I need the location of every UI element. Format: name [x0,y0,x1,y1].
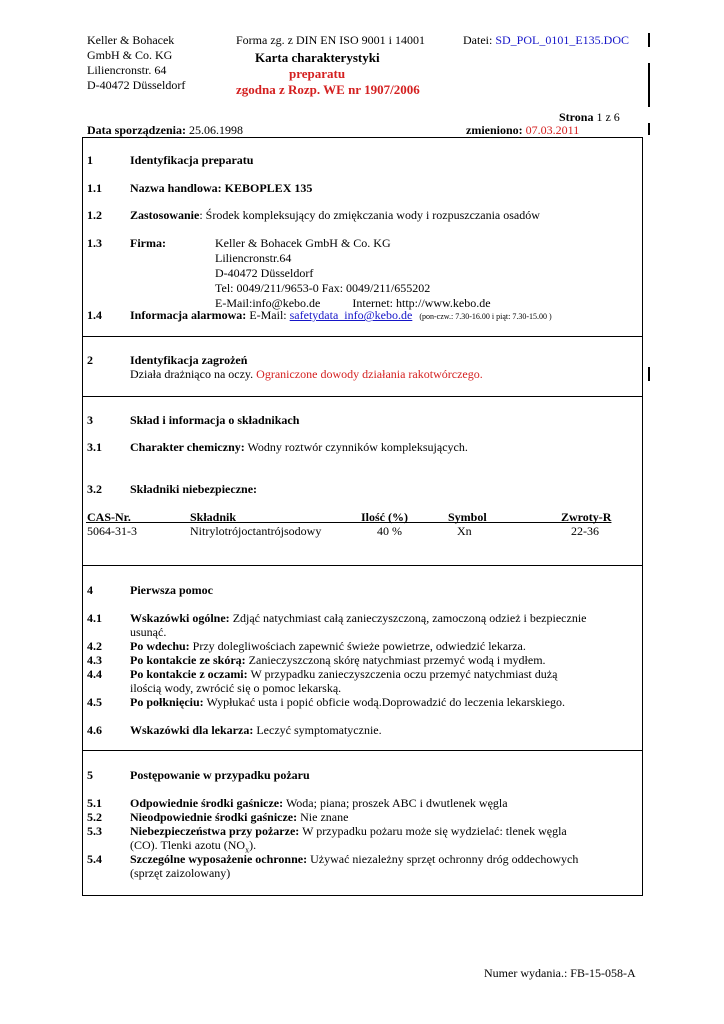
item-number: 3.1 [87,440,102,454]
item-number: 4.3 [87,653,102,667]
item-number: 5.1 [87,796,102,810]
section-title: Identyfikacja zagrożeń [130,353,248,367]
first-aid-general [130,611,586,626]
table-cell: 5064-31-3 [87,524,137,538]
first-aid-text: W przypadku zanieczyszczenia oczu przemyć natychmiast dużą [250,667,558,681]
hazard-carcinogenic: Ograniczone dowody działania rakotwórczego. [256,367,483,381]
table-cell: 22-36 [571,524,599,538]
changed-date [466,123,579,138]
fire-text-part: (CO). Tlenki azotu (NO [130,838,246,852]
first-aid-text: Leczyć symptomatycznie. [256,723,382,737]
first-aid-label: Po kontakcie ze skórą: [130,653,246,667]
section-number: 2 [87,353,93,367]
item-number: 1.4 [87,308,102,322]
issue-number: Numer wydania.: FB-15-058-A [484,966,636,980]
first-aid-label: Wskazówki ogólne: [130,611,230,625]
item-number: 4.2 [87,639,102,653]
trade-name: Nazwa handlowa: KEBOPLEX 135 [130,181,313,195]
protective-equipment [130,852,578,867]
section-divider [82,750,642,751]
item-number: 4.4 [87,667,102,681]
document-title: Karta charakterystyki [255,50,380,65]
chemical-character [130,440,468,455]
company-line: D-40472 Düsseldorf [87,78,186,92]
hazard-text [130,367,483,382]
item-number: 1.2 [87,208,102,222]
file-name: SD_POL_0101_E135.DOC [495,33,630,47]
emergency-email-link[interactable]: safetydata_info@kebo.de [289,308,413,322]
item-number: 1.3 [87,236,102,250]
usage-label: Zastosowanie [130,208,200,222]
form-line: Forma zg. z DIN EN ISO 9001 i 14001 [236,33,425,47]
company-line: GmbH & Co. KG [87,48,173,62]
changed-label: zmieniono: [466,123,523,137]
document-subtitle: preparatu [289,66,346,81]
first-aid-label: Wskazówki dla lekarza: [130,723,254,737]
first-aid-label: Po kontakcie z oczami: [130,667,248,681]
fire-label: Odpowiednie środki gaśnicze: [130,796,284,810]
section-title: Postępowanie w przypadku pożaru [130,768,310,782]
item-number: 5.4 [87,852,102,866]
usage [130,208,540,223]
first-aid-text: Zanieczyszczoną skórę natychmiast przemyć wodą i mydłem. [248,653,546,667]
revision-bar [648,33,650,47]
company-address [87,33,185,93]
fire-text: (sprzęt zaizolowany) [130,866,231,880]
item-number: 5.2 [87,810,102,824]
table-cell: Xn [457,524,472,538]
first-aid-eyes [130,667,557,682]
doctor-advice [130,723,382,738]
section-number: 5 [87,768,93,782]
firm-line: Liliencronstr.64 [215,251,292,265]
table-header-rule [86,522,611,523]
firm-line: Tel: 0049/211/9653-0 Fax: 0049/211/655202 [215,281,431,295]
page-label: Strona [559,110,594,124]
fire-text: Woda; piana; proszek ABC i dwutlenek węgla [285,796,508,810]
table-header: CAS-Nr. [87,510,131,524]
hazardous-components-label: Składniki niebezpieczne: [130,482,258,496]
firm-email: E-Mail:info@kebo.de [215,296,321,310]
usage-value: : Środek kompleksujący do zmiękczania wody i rozpuszczania osadów [199,208,540,222]
first-aid-text: Przy dolegliwościach zapewnić świeże powietrze, odwiedzić lekarza. [192,639,526,653]
first-aid-text: ilością wody, zwrócić się o pomoc lekarską. [130,681,342,695]
fire-label: Niebezpieczeństwa przy pożarze: [130,824,300,838]
table-header: Zwroty-R [561,510,612,524]
section-title: Identyfikacja preparatu [130,153,254,167]
creation-date [87,123,243,138]
firm-line: Keller & Bohacek GmbH & Co. KG [215,236,391,250]
table-header: Składnik [190,510,237,524]
revision-bar [648,123,650,135]
table-cell: 40 % [377,524,402,538]
date-label: Data sporządzenia: [87,123,186,137]
section-title: Skład i informacja o składnikach [130,413,300,427]
section-divider [82,336,642,337]
changed-value: 07.03.2011 [525,123,580,137]
item-number: 1.1 [87,181,102,195]
hazard-irritant: Działa drażniąco na oczy. [130,367,254,381]
first-aid-text: usunąć. [130,625,167,639]
item-number: 3.2 [87,482,102,496]
firm-line: D-40472 Düsseldorf [215,266,314,280]
subscript: x [245,845,250,855]
file-info [463,33,629,48]
first-aid-label: Po połknięciu: [130,695,204,709]
table-header: Symbol [448,510,487,524]
date-value: 25.06.1998 [189,123,243,137]
first-aid-inhalation [130,639,526,654]
item-number: 4.6 [87,723,102,737]
chemical-label: Charakter chemiczny: [130,440,245,454]
firm-internet: Internet: http://www.kebo.de [352,296,491,310]
emergency-label: Informacja alarmowa: [130,308,247,322]
page-value: 1 z 6 [596,110,620,124]
fire-label: Szczególne wyposażenie ochronne: [130,852,308,866]
first-aid-text: Wypłukać usta i popić obficie wodą.Doprowadzić do leczenia lekarskiego. [206,695,565,709]
chemical-value: Wodny roztwór czynników kompleksujących. [247,440,468,454]
fire-text: Używać niezależny sprzęt ochronny dróg oddechowych [310,852,579,866]
first-aid-skin [130,653,546,668]
first-aid-ingestion [130,695,565,710]
fire-text: W przypadku pożaru może się wydzielać: tlenek węgla [302,824,567,838]
item-number: 4.5 [87,695,102,709]
section-number: 1 [87,153,93,167]
item-number: 5.3 [87,824,102,838]
firm-label: Firma: [130,236,166,250]
first-aid-text: Zdjąć natychmiast całą zanieczyszczoną, zamoczoną odzież i bezpiecznie [232,611,587,625]
extinguishing-media [130,796,508,811]
unsuitable-media [130,810,348,825]
emergency-hours: (pon-czw.: 7.30-16.00 i piąt: 7.30-15.00 ) [419,312,552,321]
fire-hazards [130,824,567,839]
table-cell: Nitrylotrójoctantrójsodowy [190,524,322,538]
company-line: Liliencronstr. 64 [87,63,167,77]
firm-address [215,236,491,311]
company-line: Keller & Bohacek [87,33,175,47]
section-number: 3 [87,413,93,427]
section-number: 4 [87,583,93,597]
file-label: Datei: [463,33,493,47]
table-header: Ilość (%) [361,510,408,524]
revision-bar [648,63,650,107]
regulation: zgodna z Rozp. WE nr 1907/2006 [236,82,420,97]
email-label: E-Mail: [249,308,287,322]
fire-text-part: ). [249,838,257,852]
emergency-contact [130,308,552,323]
first-aid-label: Po wdechu: [130,639,190,653]
section-divider [82,565,642,566]
section-title: Pierwsza pomoc [130,583,213,597]
fire-label: Nieodpowiednie środki gaśnicze: [130,810,298,824]
fire-text: Nie znane [300,810,349,824]
revision-bar [648,367,650,381]
item-number: 4.1 [87,611,102,625]
section-divider [82,396,642,397]
